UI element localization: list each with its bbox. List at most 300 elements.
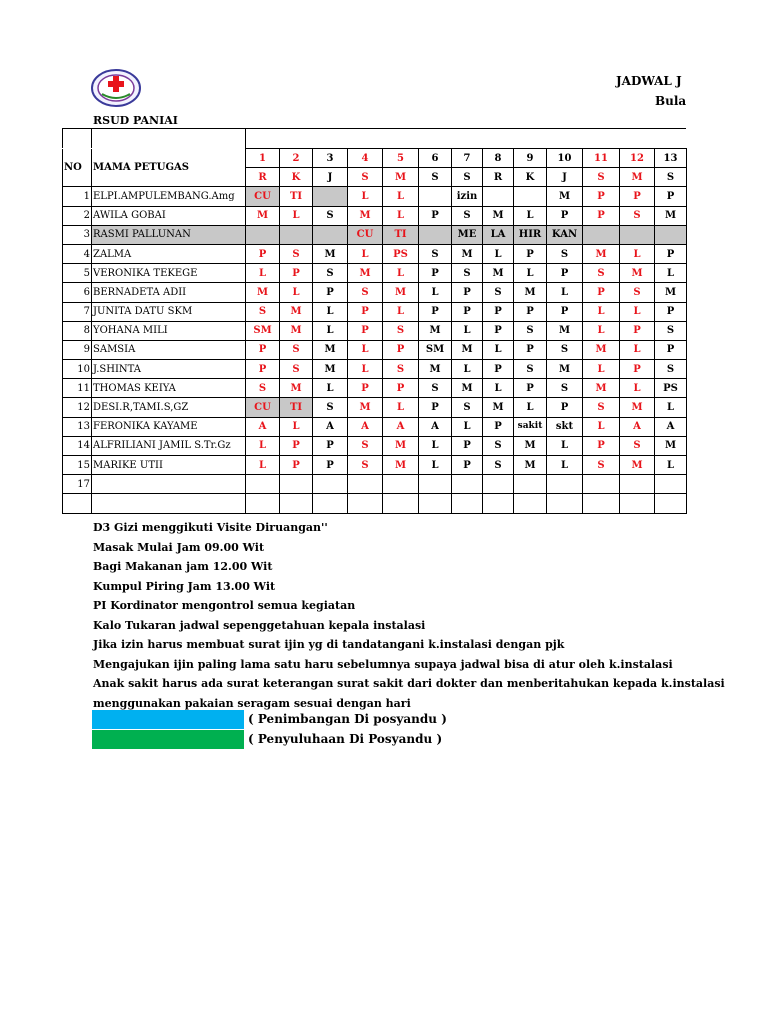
row-number [63,494,92,513]
shift-cell: S [348,283,383,302]
shift-cell: M [583,340,620,359]
staff-name: RASMI PALLUNAN [92,225,246,244]
table-row [63,456,687,475]
shift-cell: L [313,379,348,398]
shift-cell: M [620,398,655,417]
shift-cell: P [348,302,383,321]
shift-cell: P [655,244,687,263]
row-number: 17 [63,475,92,494]
shift-cell: M [655,283,687,302]
shift-cell: P [452,283,483,302]
shift-cell: A [419,417,452,436]
shift-cell: L [514,398,547,417]
weekday-letter: S [452,168,483,187]
shift-cell: A [655,417,687,436]
shift-cell [583,225,620,244]
shift-cell: S [419,244,452,263]
shift-cell: P [514,302,547,321]
shift-cell [547,475,583,494]
shift-cell [655,225,687,244]
table-row [63,340,687,359]
shift-cell: izin [452,187,483,206]
shift-cell: M [246,283,280,302]
shift-cell [620,225,655,244]
staff-name: AWILA GOBAI [92,206,246,225]
weekday-letter: S [583,168,620,187]
shift-cell: P [547,302,583,321]
shift-cell: KAN [547,225,583,244]
shift-cell: A [313,417,348,436]
shift-cell: P [452,456,483,475]
table-row [63,283,687,302]
shift-cell: P [514,340,547,359]
shift-cell: P [547,206,583,225]
shift-cell: P [620,321,655,340]
shift-cell [655,475,687,494]
shift-cell: L [483,244,514,263]
shift-cell: L [547,436,583,455]
shift-cell: P [246,340,280,359]
header-frame-name [91,128,246,148]
schedule-table [62,148,687,514]
shift-cell: M [620,264,655,283]
shift-cell [514,187,547,206]
staff-name: ELPI.AMPULEMBANG.Amg [92,187,246,206]
shift-cell: P [419,398,452,417]
row-number: 6 [63,283,92,302]
hospital-name: RSUD PANIAI [93,114,178,127]
day-number: 10 [547,149,583,168]
shift-cell: L [280,417,313,436]
shift-cell: P [419,302,452,321]
day-number: 1 [246,149,280,168]
shift-cell: L [419,283,452,302]
table-row [63,398,687,417]
shift-cell: L [547,456,583,475]
shift-cell [452,494,483,513]
header-frame-no [62,128,92,148]
shift-cell: M [547,360,583,379]
shift-cell: M [246,206,280,225]
shift-cell: P [313,436,348,455]
shift-cell: P [452,436,483,455]
shift-cell: M [514,436,547,455]
legend-label-weighing: ( Penimbangan Di posyandu ) [248,712,447,726]
shift-cell: M [583,379,620,398]
shift-cell: PS [655,379,687,398]
shift-cell: A [348,417,383,436]
shift-cell: P [419,264,452,283]
shift-cell: P [547,398,583,417]
staff-name: SAMSIA [92,340,246,359]
shift-cell: L [514,206,547,225]
shift-cell [419,494,452,513]
shift-cell: ME [452,225,483,244]
shift-cell [452,475,483,494]
table-row [63,244,687,263]
shift-cell: M [383,456,419,475]
shift-cell: M [348,398,383,417]
shift-cell [280,494,313,513]
shift-cell: S [655,321,687,340]
shift-cell: A [246,417,280,436]
shift-cell: L [246,456,280,475]
shift-cell: CU [246,398,280,417]
note-line: Kumpul Piring Jam 13.00 Wit [93,579,276,593]
shift-cell: S [383,360,419,379]
staff-name: ALFRILIANI JAMIL S.Tr.Gz [92,436,246,455]
shift-cell: S [483,436,514,455]
row-number: 8 [63,321,92,340]
shift-cell: L [383,398,419,417]
shift-cell: SM [246,321,280,340]
shift-cell: S [348,436,383,455]
note-line: menggunakan pakaian seragam sesuai dengan hari [93,696,411,710]
shift-cell [313,187,348,206]
staff-name: THOMAS KEIYA [92,379,246,398]
shift-cell: L [583,417,620,436]
shift-cell: L [383,302,419,321]
weekday-letter: S [419,168,452,187]
shift-cell: L [383,264,419,283]
table-row [63,225,687,244]
staff-name: YOHANA MILI [92,321,246,340]
shift-cell: M [655,436,687,455]
day-number: 5 [383,149,419,168]
shift-cell: P [383,340,419,359]
table-row [63,321,687,340]
shift-cell: S [246,302,280,321]
row-number: 13 [63,417,92,436]
row-number: 4 [63,244,92,263]
shift-cell: S [313,398,348,417]
staff-name: ZALMA [92,244,246,263]
shift-cell: L [483,340,514,359]
shift-cell: L [583,302,620,321]
shift-cell: L [483,379,514,398]
shift-cell: L [452,360,483,379]
shift-cell: L [620,340,655,359]
shift-cell: L [452,417,483,436]
weekday-letter: J [313,168,348,187]
shift-cell: S [547,244,583,263]
shift-cell: M [280,321,313,340]
shift-cell: S [514,321,547,340]
shift-cell: L [383,206,419,225]
shift-cell: P [483,417,514,436]
shift-cell: M [419,321,452,340]
weekday-letter: K [514,168,547,187]
shift-cell: L [419,456,452,475]
shift-cell: TI [280,398,313,417]
shift-cell: P [620,187,655,206]
notes-list [93,518,725,713]
day-number: 9 [514,149,547,168]
shift-cell [313,475,348,494]
column-header-name: MAMA PETUGAS [92,149,246,187]
shift-cell: M [348,264,383,283]
weekday-letter: K [280,168,313,187]
shift-cell: S [452,264,483,283]
shift-cell: skt [547,417,583,436]
shift-cell: S [620,436,655,455]
shift-cell [419,475,452,494]
shift-cell: M [547,187,583,206]
shift-cell: M [547,321,583,340]
row-number: 10 [63,360,92,379]
shift-cell: P [280,436,313,455]
shift-cell [313,225,348,244]
shift-cell: M [280,379,313,398]
weekday-letter: M [383,168,419,187]
shift-cell: LA [483,225,514,244]
note-line: Mengajukan ijin paling lama satu haru sebelumnya supaya jadwal bisa di atur oleh k.instalasi [93,657,673,671]
table-row [63,379,687,398]
shift-cell: S [655,360,687,379]
shift-cell: P [514,244,547,263]
shift-cell: M [452,379,483,398]
legend-swatch-counseling [92,730,244,749]
shift-cell: P [620,360,655,379]
shift-cell: P [419,206,452,225]
shift-cell: TI [383,225,419,244]
shift-cell [348,494,383,513]
table-row [63,360,687,379]
shift-cell [620,475,655,494]
shift-cell: S [483,283,514,302]
staff-name [92,494,246,513]
shift-cell: P [313,456,348,475]
shift-cell: S [383,321,419,340]
shift-cell: S [583,456,620,475]
shift-cell [246,225,280,244]
shift-cell: P [514,379,547,398]
shift-cell: P [655,340,687,359]
row-number: 14 [63,436,92,455]
shift-cell: S [583,398,620,417]
day-number: 6 [419,149,452,168]
shift-cell [483,475,514,494]
shift-cell: M [620,456,655,475]
table-row [63,436,687,455]
note-line: Kalo Tukaran jadwal sepenggetahuan kepala instalasi [93,618,426,632]
shift-cell: S [620,206,655,225]
shift-cell: S [452,206,483,225]
shift-cell: M [313,244,348,263]
weekday-letter: R [483,168,514,187]
shift-cell: TI [280,187,313,206]
shift-cell: P [483,360,514,379]
shift-cell: M [313,360,348,379]
shift-cell: S [280,340,313,359]
day-number: 2 [280,149,313,168]
shift-cell: S [313,206,348,225]
shift-cell: HIR [514,225,547,244]
weekday-letter: S [655,168,687,187]
shift-cell: P [348,379,383,398]
shift-cell: S [246,379,280,398]
shift-cell: L [419,436,452,455]
table-row [63,187,687,206]
shift-cell: P [583,283,620,302]
note-line: PI Kordinator mengontrol semua kegiatan [93,599,356,612]
row-number: 2 [63,206,92,225]
staff-name: JUNITA DATU SKM [92,302,246,321]
shift-cell [383,475,419,494]
shift-cell: M [583,244,620,263]
shift-cell: S [547,340,583,359]
header-row-days [63,149,687,168]
shift-cell: S [483,456,514,475]
shift-cell: P [246,360,280,379]
shift-cell: S [514,360,547,379]
shift-cell: P [383,379,419,398]
day-number: 3 [313,149,348,168]
shift-cell [419,187,452,206]
shift-cell: L [246,436,280,455]
weekday-letter: J [547,168,583,187]
shift-cell: A [620,417,655,436]
shift-cell: S [313,264,348,283]
shift-cell [483,494,514,513]
shift-cell [583,494,620,513]
day-number: 8 [483,149,514,168]
shift-cell: P [348,321,383,340]
shift-cell [483,187,514,206]
shift-cell [246,475,280,494]
shift-cell: L [313,321,348,340]
shift-cell: L [313,302,348,321]
shift-cell: M [452,244,483,263]
shift-cell: P [655,302,687,321]
shift-cell: S [547,379,583,398]
note-line: D3 Gizi menggikuti Visite Diruangan'' [93,521,328,534]
note-line: Anak sakit harus ada surat keterangan surat sakit dari dokter dan menberitahukan kepada k.instalasi [93,677,725,690]
shift-cell: S [620,283,655,302]
shift-cell: M [483,398,514,417]
shift-cell: L [547,283,583,302]
shift-cell: M [383,283,419,302]
shift-cell: M [483,264,514,283]
shift-cell [348,475,383,494]
shift-cell: M [655,206,687,225]
shift-cell: L [348,244,383,263]
shift-cell: L [514,264,547,283]
shift-cell [514,494,547,513]
shift-cell: P [313,283,348,302]
shift-cell [514,475,547,494]
shift-cell: S [452,398,483,417]
table-row [63,206,687,225]
row-number: 3 [63,225,92,244]
table-row [63,475,687,494]
shift-cell: L [452,321,483,340]
staff-name: DESI.R,TAMI.S,GZ [92,398,246,417]
note-line: Masak Mulai Jam 09.00 Wit [93,540,265,554]
shift-cell: CU [246,187,280,206]
shift-cell [280,475,313,494]
schedule-subtitle: Bula [655,94,687,108]
shift-cell: P [280,264,313,283]
day-number: 7 [452,149,483,168]
schedule-title: JADWAL J [616,74,682,88]
shift-cell: S [348,456,383,475]
shift-cell: L [620,302,655,321]
row-number: 1 [63,187,92,206]
shift-cell: S [280,244,313,263]
shift-cell [620,494,655,513]
staff-name [92,475,246,494]
shift-cell [246,494,280,513]
table-row [63,264,687,283]
shift-cell [547,494,583,513]
shift-cell: M [313,340,348,359]
shift-cell: L [246,264,280,283]
day-number: 13 [655,149,687,168]
shift-cell: L [655,456,687,475]
row-number: 5 [63,264,92,283]
row-number: 11 [63,379,92,398]
shift-cell: M [348,206,383,225]
shift-cell [383,494,419,513]
shift-cell: P [246,244,280,263]
shift-cell [655,494,687,513]
shift-cell: sakit [514,417,547,436]
shift-cell: CU [348,225,383,244]
shift-cell: M [419,360,452,379]
day-number: 4 [348,149,383,168]
shift-cell: P [655,187,687,206]
table-row [63,302,687,321]
row-number: 9 [63,340,92,359]
staff-name: VERONIKA TEKEGE [92,264,246,283]
shift-cell: P [583,436,620,455]
shift-cell: P [547,264,583,283]
note-line: Bagi Makanan jam 12.00 Wit [93,560,273,573]
weekday-letter: M [620,168,655,187]
shift-cell: SM [419,340,452,359]
shift-cell: P [280,456,313,475]
day-number: 11 [583,149,620,168]
shift-cell: L [655,398,687,417]
weekday-letter: S [348,168,383,187]
shift-cell: S [280,360,313,379]
shift-cell: L [583,360,620,379]
shift-cell: P [583,206,620,225]
shift-cell: L [583,321,620,340]
shift-cell [419,225,452,244]
shift-cell: M [280,302,313,321]
shift-cell: P [452,302,483,321]
shift-cell: M [483,206,514,225]
shift-cell: M [383,436,419,455]
column-header-no: NO [63,149,92,187]
staff-name: J.SHINTA [92,360,246,379]
shift-cell: PS [383,244,419,263]
shift-cell: L [620,379,655,398]
note-line: Jika izin harus membuat surat ijin yg di tandatangani k.instalasi dengan pjk [93,638,565,651]
legend-swatch-weighing [92,710,244,729]
staff-name: BERNADETA ADII [92,283,246,302]
shift-cell: S [583,264,620,283]
staff-name: FERONIKA KAYAME [92,417,246,436]
staff-name: MARIKE UTII [92,456,246,475]
header-frame-days [245,128,686,148]
legend-label-counseling: ( Penyuluhaan Di Posyandu ) [248,732,443,746]
hospital-logo-icon [90,68,142,108]
shift-cell: M [452,340,483,359]
shift-cell: L [655,264,687,283]
